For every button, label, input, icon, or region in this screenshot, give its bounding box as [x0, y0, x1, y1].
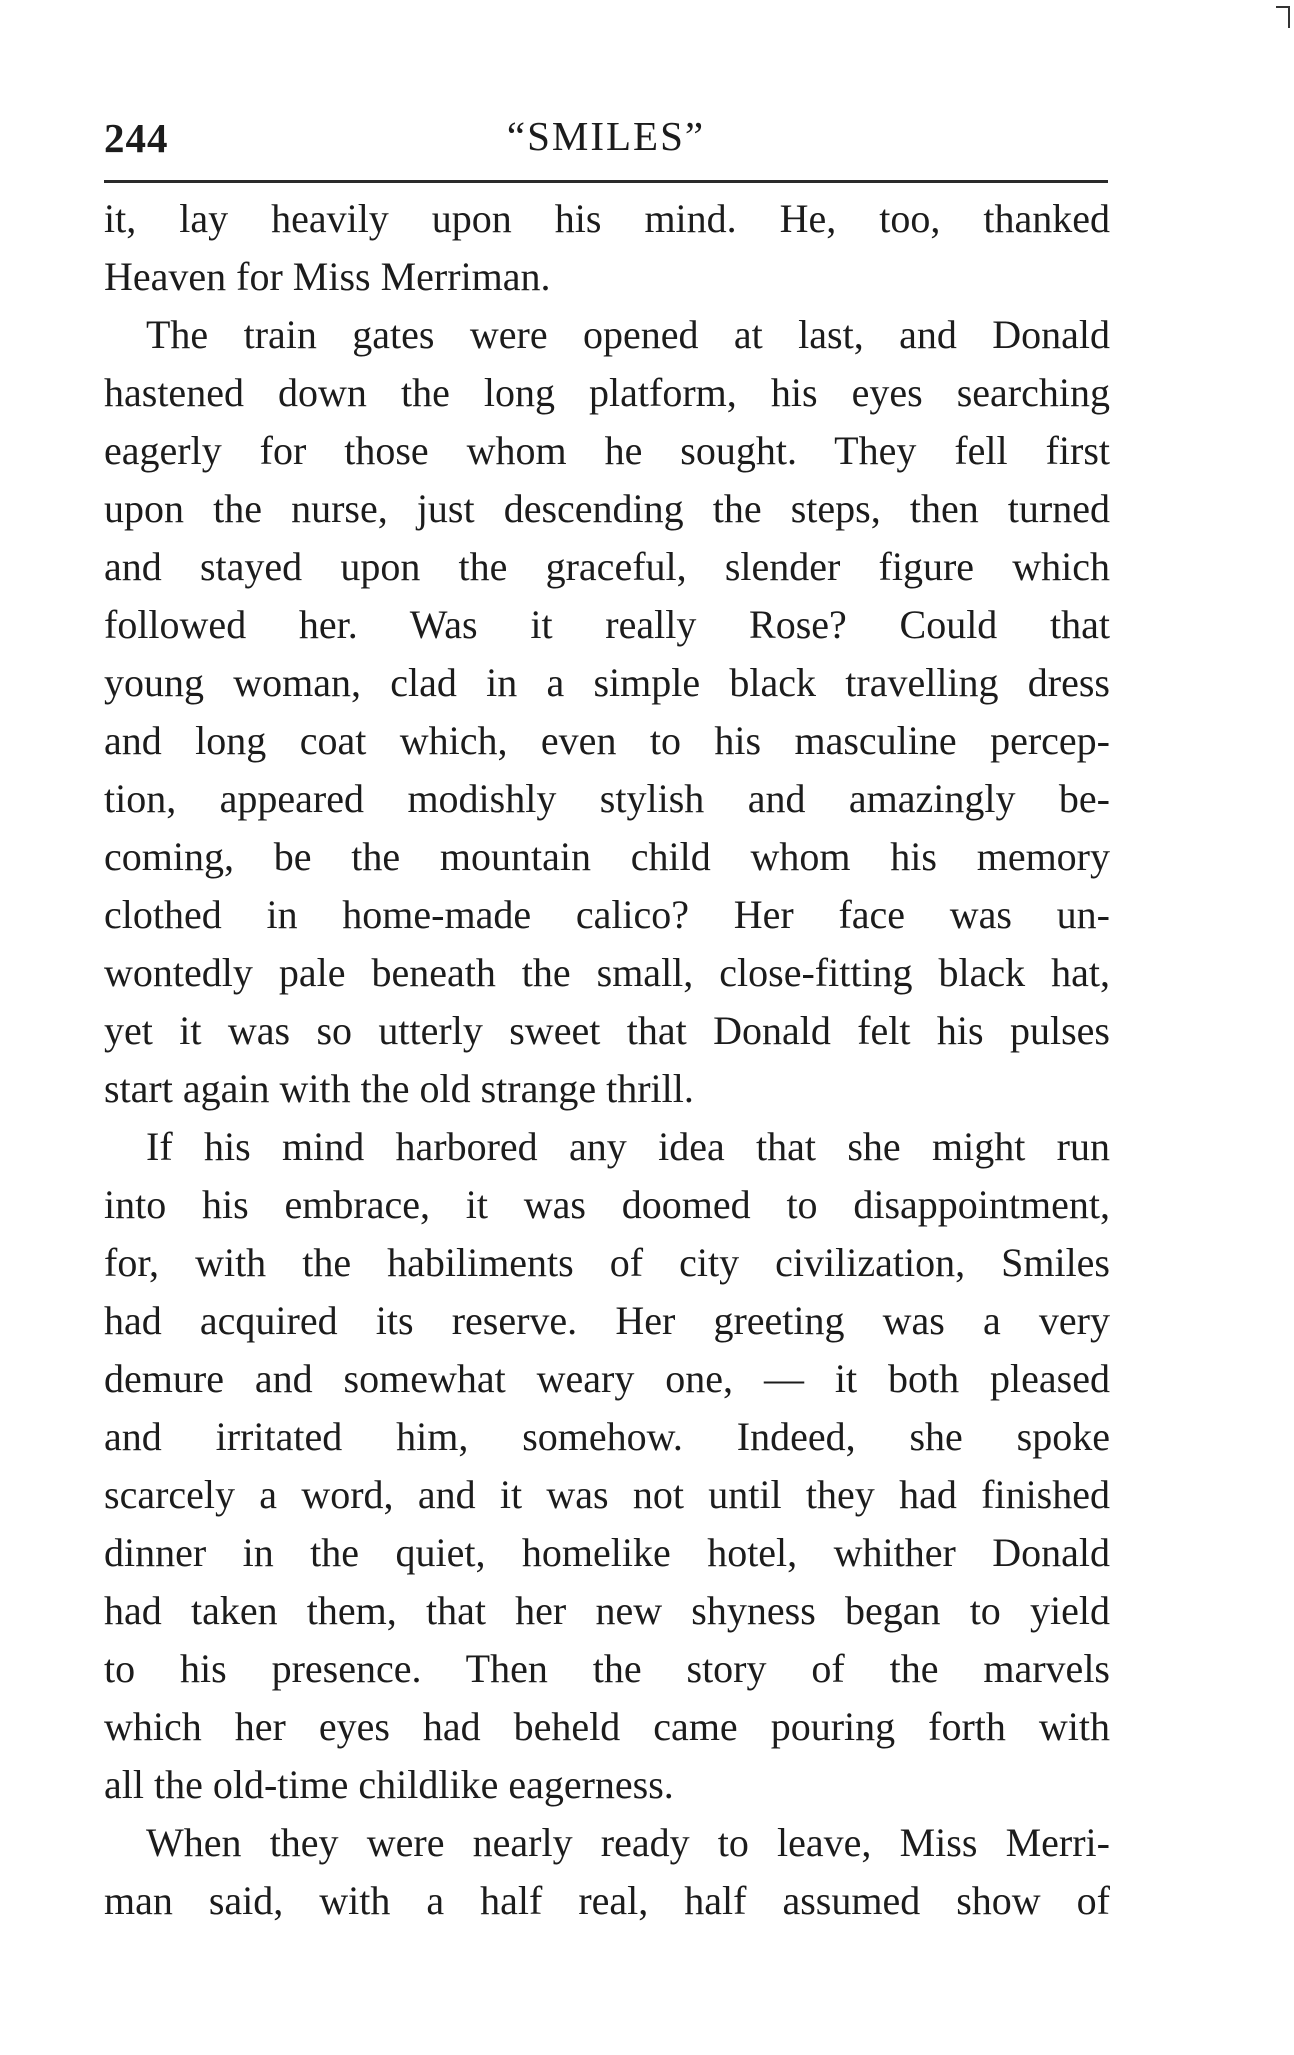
- text-line: yet it was so utterly sweet that Donald felt his pulses: [104, 1008, 1110, 1053]
- text-line: followed her. Was it really Rose? Could that: [104, 602, 1110, 647]
- text-line: The train gates were opened at last, and Donald: [146, 312, 1110, 357]
- page-corner-mark: [1276, 6, 1290, 28]
- text-line: for, with the habiliments of city civilization, Smiles: [104, 1240, 1110, 1285]
- text-line: to his presence. Then the story of the marvels: [104, 1646, 1110, 1691]
- body-text: [104, 190, 1110, 1930]
- text-line: all the old-time childlike eagerness.: [104, 1762, 674, 1807]
- text-line: wontedly pale beneath the small, close-fitting black hat,: [104, 950, 1110, 995]
- text-line: eagerly for those whom he sought. They fell first: [104, 428, 1110, 473]
- page-number: 244: [104, 115, 169, 161]
- text-line: hastened down the long platform, his eyes searching: [104, 370, 1110, 415]
- text-line: tion, appeared modishly stylish and amazingly be-: [104, 776, 1110, 821]
- text-line: and stayed upon the graceful, slender figure which: [104, 544, 1110, 589]
- header-rule: [104, 180, 1108, 183]
- text-line: start again with the old strange thrill.: [104, 1066, 694, 1111]
- text-line: demure and somewhat weary one, — it both pleased: [104, 1356, 1110, 1401]
- text-line: and irritated him, somehow. Indeed, she spoke: [104, 1414, 1110, 1459]
- text-line: upon the nurse, just descending the steps, then turned: [104, 486, 1110, 531]
- text-line: If his mind harbored any idea that she might run: [146, 1124, 1110, 1169]
- text-line: When they were nearly ready to leave, Miss Merri-: [146, 1820, 1110, 1865]
- text-line: had acquired its reserve. Her greeting was a very: [104, 1298, 1110, 1343]
- text-line: scarcely a word, and it was not until they had finished: [104, 1472, 1110, 1517]
- text-line: and long coat which, even to his masculine percep-: [104, 718, 1110, 763]
- text-line: clothed in home-made calico? Her face was un-: [104, 892, 1110, 937]
- text-line: man said, with a half real, half assumed show of: [104, 1878, 1110, 1923]
- page-header: [104, 112, 1108, 176]
- text-line: coming, be the mountain child whom his memory: [104, 834, 1110, 879]
- text-line: into his embrace, it was doomed to disappointment,: [104, 1182, 1110, 1227]
- text-line: dinner in the quiet, homelike hotel, whither Donald: [104, 1530, 1110, 1575]
- running-title: “SMILES”: [506, 113, 706, 159]
- text-line: it, lay heavily upon his mind. He, too, thanked: [104, 196, 1110, 241]
- text-line: which her eyes had beheld came pouring forth with: [104, 1704, 1110, 1749]
- text-line: young woman, clad in a simple black travelling dress: [104, 660, 1110, 705]
- text-line: Heaven for Miss Merriman.: [104, 254, 551, 299]
- text-line: had taken them, that her new shyness began to yield: [104, 1588, 1110, 1633]
